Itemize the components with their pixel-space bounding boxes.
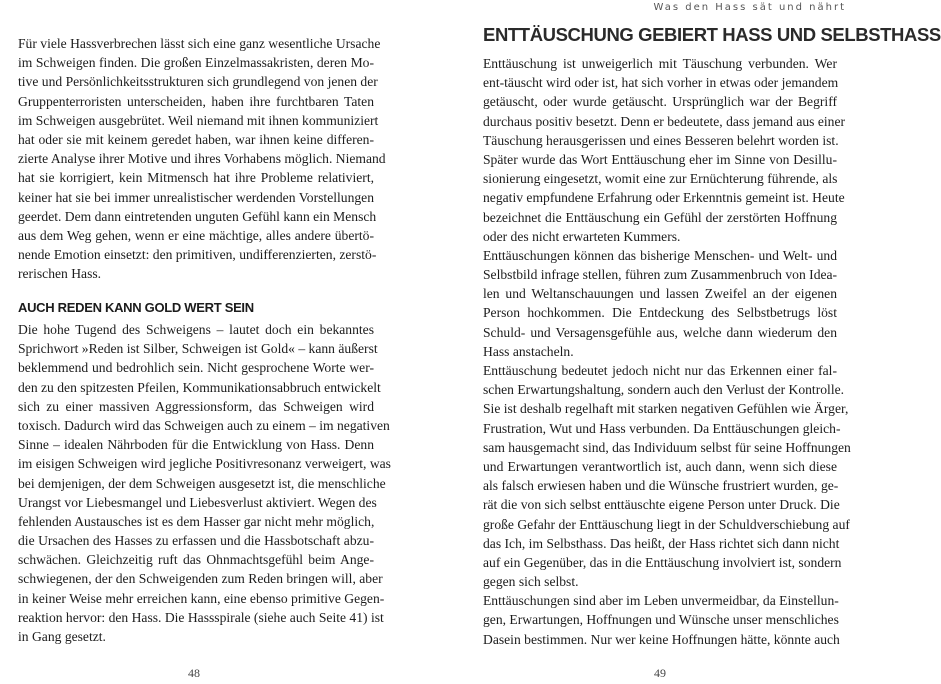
text-line: Selbstbild infrage stellen, führen zum Zusammenbruch von Idea- (483, 267, 838, 283)
text-line: Frustration, Wut und Hass verbunden. Da Enttäuschungen gleich- (483, 420, 841, 436)
text-line: sionierung eingesetzt, womit eine zur Ernüchterung führende, als (483, 171, 838, 187)
text-line: nende Emotion einsetzt: den primitiven, undifferenzierten, zerstö- (18, 247, 377, 263)
text-line: schwiegenen, der den Schweigenden zum Reden bringen will, aber (18, 571, 383, 587)
text-line: gen, Erwartungen, Hoffnungen und Wünsche unser menschliches (483, 612, 839, 628)
text-line: gegen sich selbst. (483, 574, 579, 590)
text-line: rät die von sich selbst enttäuschte eigene Person unter Druck. Die (483, 497, 840, 513)
text-line: oder des nicht erwarteten Kummers. (483, 228, 681, 244)
text-line: Die hohe Tugend des Schweigens – lautet doch ein bekanntes (18, 322, 374, 337)
text-line: den zu den spitzesten Pfeilen, Kommunikationsabbruch entwickelt (18, 379, 381, 395)
text-line: geerdet. Dem dann eintretenden unguten Gefühl kann ein Mensch (18, 208, 377, 224)
text-line: ent-täuscht wird oder ist, hat sich vorher in etwas oder jemandem (483, 75, 839, 91)
text-line: Hass anstacheln. (483, 343, 574, 359)
text-line: Für viele Hassverbrechen lässt sich eine ganz wesentliche Ursache (18, 36, 381, 51)
page-number-left: 48 (188, 666, 200, 680)
text-line: Dasein bestimmen. Nur wer keine Hoffnungen hätte, könnte auch (483, 631, 840, 647)
text-line: und Erwartungen verantwortlich ist, auch dann, wenn sich diese (483, 458, 837, 474)
text-line: bei demjenigen, der dem Schweigen ausgesetzt ist, die menschliche (18, 475, 386, 491)
text-line: negativ empfundene Erfahrung oder Erkenntnis gemeint ist. Heute (483, 190, 845, 206)
text-line: zierte Analyse ihrer Motive und ihres Vorhabens möglich. Niemand (18, 151, 386, 167)
text-line: Enttäuschung bedeutet jedoch nicht nur das Erkennen einer fal- (483, 363, 837, 378)
text-line: Urangst vor Liebesmangel und Liebesverlust aktiviert. Wegen des (18, 494, 377, 510)
text-line: die Ursachen des Hasses zu erfassen und die Hassbotschaft abzu- (18, 533, 374, 549)
text-line: beklemmend und bedrohlich sein. Nicht gesprochene Worte wer- (18, 360, 374, 376)
text-line: getäuscht, oder wurde getäuscht. Ursprünglich war der Begriff (483, 94, 837, 110)
text-line: Sie ist deshalb regelhaft mit starken negativen Gefühlen wie Ärger, (483, 401, 849, 417)
text-line: Sinne – idealen Nährboden für die Entwicklung von Hass. Denn (18, 437, 374, 453)
text-line: aus dem Weg gehen, wenn er eine mächtige, alles andere übertö- (18, 227, 374, 243)
text-line: sich zu einer massiven Aggressionsform, das Schweigen wird (18, 398, 374, 414)
text-line: als falsch erwiesen haben und die Wünsche frustriert wurden, ge- (483, 478, 839, 494)
text-line: fehlenden Austausches ist es dem Hasser gar nicht mehr möglich, (18, 513, 375, 529)
section-heading-reden: AUCH REDEN KANN GOLD WERT SEIN (18, 300, 254, 315)
left-paragraph-intro (18, 34, 386, 283)
text-line: hat sie korrigiert, kein Mitmensch hat ihre Probleme relativiert, (18, 170, 374, 186)
text-line: auf ein Gegenüber, das in die Enttäuschung involviert ist, sondern (483, 554, 842, 570)
right-page (428, 0, 941, 684)
text-line: bezeichnet die Enttäuschung ein Gefühl der zerstörten Hoffnung (483, 209, 837, 225)
running-head: Was den Hass sät und nährt (653, 2, 846, 13)
text-line: schen Erwartungshaltung, sondern auch den Verlust der Kontrolle. (483, 382, 845, 398)
text-line: Person hochkommen. Die Entdeckung des Selbstbetrugs löst (483, 305, 837, 321)
text-line: hat oder sie mit keinem geredet haben, war ihnen keine differen- (18, 131, 374, 147)
text-line: durchaus positiv besetzt. Denn er bedeutete, dass jemand aus einer (483, 113, 845, 129)
text-line: rerischen Hass. (18, 266, 102, 282)
text-line: im Schweigen finden. Die großen Einzelmassakristen, deren Mo- (18, 55, 374, 71)
text-line: das Ich, im Selbsthass. Das heißt, der Hass richtet sich dann nicht (483, 535, 840, 551)
text-line: len und Weltanschauungen und lassen Zweifel an der eigenen (483, 286, 837, 302)
text-line: Gruppenterroristen unterscheiden, haben ihre furchtbaren Taten (18, 93, 374, 109)
text-line: tive und Persönlichkeitsstrukturen sich grundlegend von jenen der (18, 74, 378, 90)
text-line: Enttäuschungen können das bisherige Menschen- und Welt- und (483, 247, 837, 263)
text-line: keiner hat sie bei immer unrealistischer werdenden Vorstellungen (18, 189, 374, 205)
text-line: Enttäuschungen sind aber im Leben unvermeidbar, da Einstellun- (483, 593, 839, 609)
text-line: im eisigen Schweigen wird jegliche Positivresonanz verweigert, was (18, 456, 391, 472)
right-body-text (483, 54, 851, 649)
text-line: schwächen. Gleichzeitig ruft das Ohnmachtsgefühl beim Ange- (18, 552, 374, 568)
text-line: toxisch. Dadurch wird das Schweigen auch zu einem – im negativen (18, 417, 390, 433)
text-line: sam hausgemacht sind, das Individuum selbst für seine Hoffnungen (483, 439, 851, 455)
text-line: Täuschung herausgerissen und eines Besseren belehrt worden ist. (483, 132, 839, 148)
text-line: in Gang gesetzt. (18, 629, 106, 644)
text-line: Enttäuschung ist unweigerlich mit Täuschung verbunden. Wer (483, 56, 837, 71)
section-heading-enttaeuschung: ENTTÄUSCHUNG GEBIERT HASS UND SELBSTHASS (483, 24, 941, 45)
text-line: reaktion hervor: den Hass. Die Hassspirale (siehe auch Seite 41) ist (18, 609, 384, 625)
text-line: in keiner Weise mehr erreichen kann, eine ebenso primitive Gegen- (18, 590, 385, 606)
page-number-right: 49 (654, 666, 666, 680)
text-line: Sprichwort »Reden ist Silber, Schweigen ist Gold« – kann äußerst (18, 341, 378, 357)
text-line: Später wurde das Wort Enttäuschung eher im Sinne von Desillu- (483, 151, 837, 167)
text-line: große Gefahr der Enttäuschung liegt in der Schuldverschiebung auf (483, 516, 850, 532)
text-line: im Schweigen ausgebrütet. Weil niemand mit ihnen kommuniziert (18, 112, 379, 128)
text-line: Schuld- und Versagensgefühle aus, welche dann wiederum den (483, 324, 837, 340)
left-paragraph-reden (18, 320, 391, 646)
left-page (0, 0, 428, 684)
